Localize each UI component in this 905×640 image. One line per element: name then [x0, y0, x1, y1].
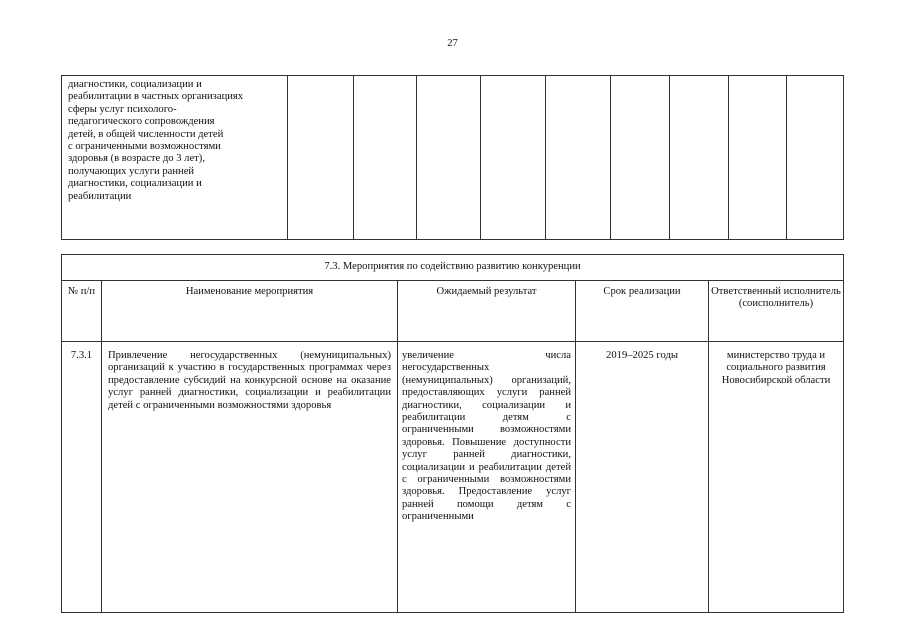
header-number: № п/п [62, 281, 102, 342]
page-number: 27 [447, 38, 458, 49]
header-name: Наименование мероприятия [102, 281, 398, 342]
indicator-line: сферы услуг психолого- [68, 103, 177, 115]
header-term: Срок реализации [576, 281, 709, 342]
indicator-line: здоровья (в возрасте до 3 лет), [68, 153, 205, 165]
indicator-line: диагностики, социализации и [68, 79, 202, 90]
indicator-line: диагностики, социализации и [68, 178, 202, 190]
indicator-table [61, 75, 844, 240]
row-executor: министерство труда и социального развития Новосибирской области [709, 342, 844, 613]
measures-table [61, 254, 844, 613]
indicator-line: педагогического сопровождения [68, 116, 215, 128]
indicator-line: реабилитации в частных организациях [68, 91, 244, 103]
table-row [62, 342, 844, 613]
empty-cell [546, 76, 611, 240]
empty-cell [787, 76, 844, 240]
row-result: увеличение числа негосударственных (немуниципальных) организаций, предоставляющих услуги ранней диагностики, социализации и реабилитации детям с ограниченными возможностями здоровья. Повышение доступности услуг ранней диагностики, социализации и реабилитации детей с ограниченными возможностями здоровья. Предоставление услуг ранней помощи детям с ограниченными [398, 342, 576, 613]
indicator-name-cell [62, 76, 288, 240]
section-title: 7.3. Мероприятия по содействию развитию конкуренции [62, 255, 844, 281]
empty-cell [354, 76, 417, 240]
empty-cell [611, 76, 670, 240]
row-term: 2019–2025 годы [576, 342, 709, 613]
empty-cell [417, 76, 481, 240]
indicator-line: детей, в общей численности детей [68, 128, 224, 140]
header-executor: Ответственный исполнитель (соисполнитель) [709, 281, 844, 342]
row-number: 7.3.1 [62, 342, 102, 613]
empty-cell [288, 76, 354, 240]
indicator-line: реабилитации [68, 190, 132, 202]
indicator-line: с ограниченными возможностями [68, 141, 221, 153]
empty-cell [481, 76, 546, 240]
row-name: Привлечение негосударственных (немуниципальных) организаций к участию в государственных программах через предоставление субсидий на конкурсной основе на оказание услуг ранней диагностики, социализации и реабилитации детей с ограниченными возможностями здоровья [102, 342, 398, 613]
empty-cell [729, 76, 787, 240]
empty-cell [670, 76, 729, 240]
indicator-line: получающих услуги ранней [68, 165, 195, 177]
header-result: Ожидаемый результат [398, 281, 576, 342]
